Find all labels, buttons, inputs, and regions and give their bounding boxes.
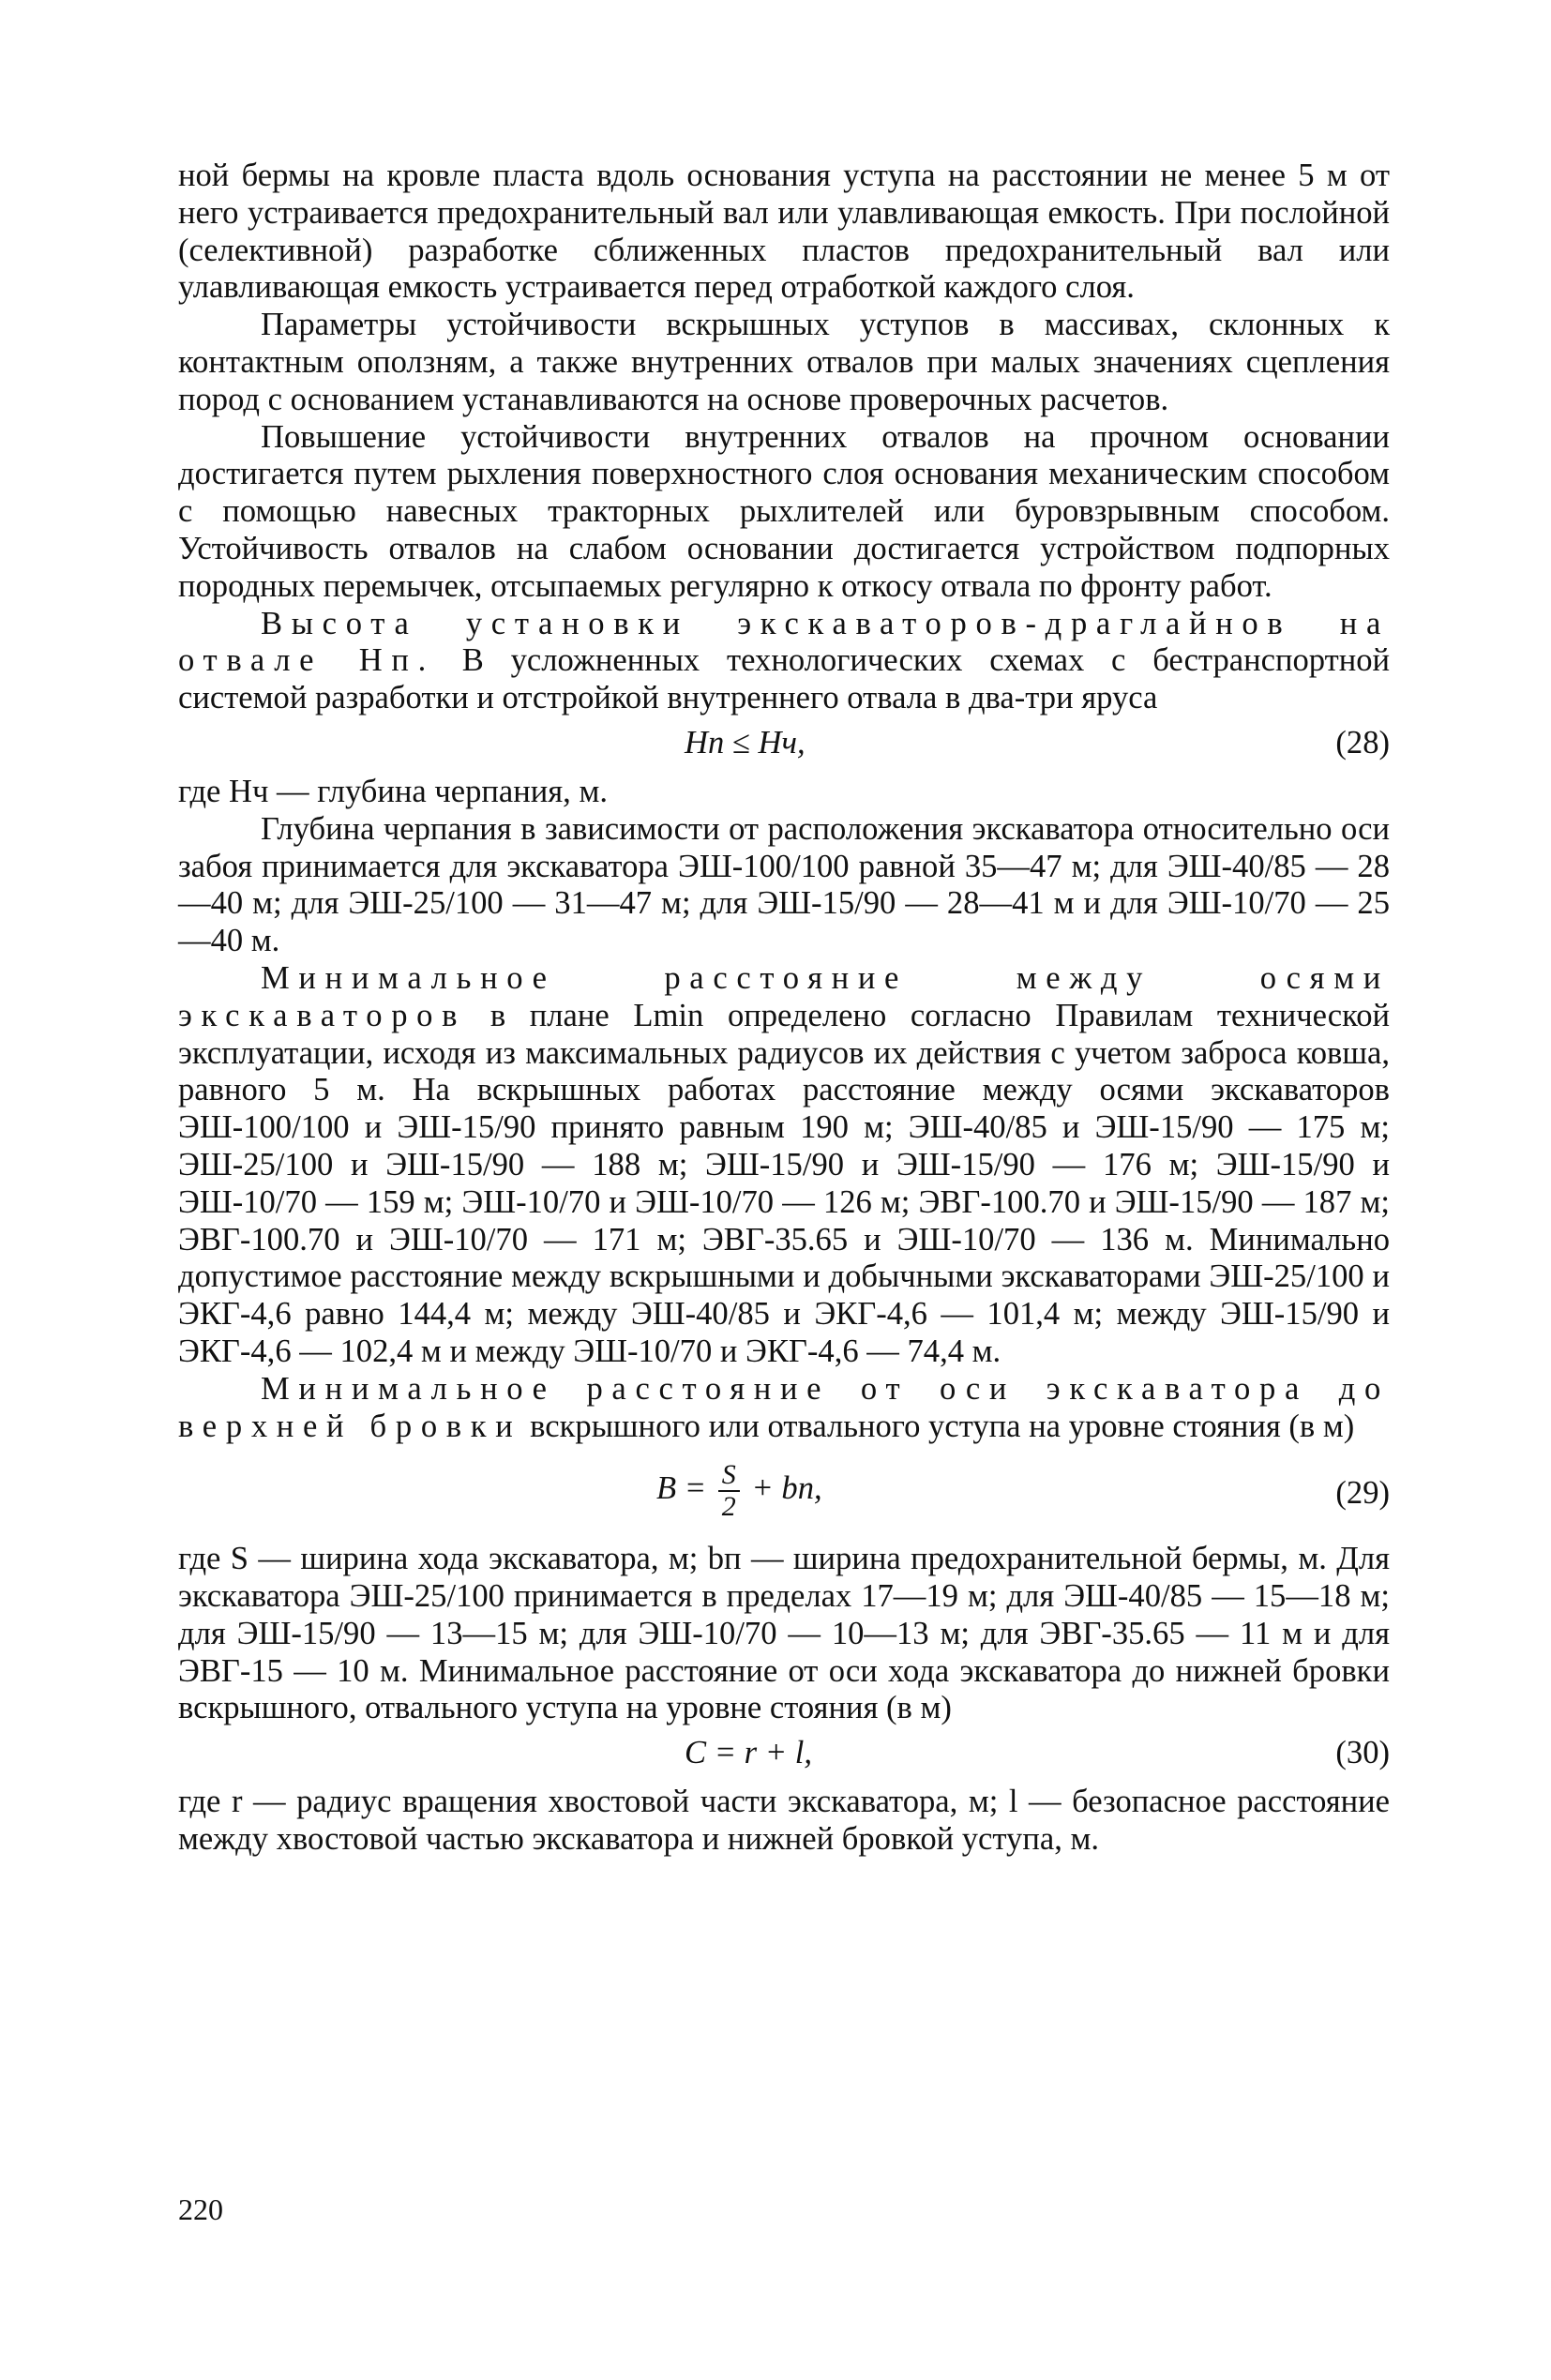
formula-29-denominator: 2 <box>721 1491 736 1523</box>
formula-29-right: + bп, <box>751 1470 822 1507</box>
formula-29-expression <box>656 1460 822 1522</box>
formula-29 <box>178 1447 1390 1539</box>
section-heading-dragline-height: Высота установки экскаваторов-драглайнов на отвале Hп. <box>178 605 1390 679</box>
page-number: 220 <box>178 2192 223 2226</box>
formula-30-expression: C = r + l, <box>685 1735 813 1771</box>
paragraph-min-distance-axes-text: в плане Lmin определено согласно Правилам технической эксплуатации, исходя из максимальных радиусов их действия с учетом заброса ковша, равного 5 м. На вскрышных работах расстояние между осями экскаваторов ЭШ-100/100 и ЭШ-15/90 принято равным 190 м; ЭШ-40/85 и ЭШ-15/90 — 175 м; ЭШ-25/100 и ЭШ-15/90 — 188 м; ЭШ-15/90 и ЭШ-15/90 — 176 м; ЭШ-15/90 и ЭШ-10/70 — 159 м; ЭШ-10/70 и ЭШ-10/70 — 126 м; ЭВГ-100.70 и ЭШ-15/90 — 187 м; ЭВГ-100.70 и ЭШ-10/70 — 171 м; ЭВГ-35.65 и ЭШ-10/70 — 136 м. Минимально допустимое расстояние между вскрышными и добычными экскаваторами ЭШ-25/100 и ЭКГ-4,6 равно 144,4 м; между ЭШ-40/85 и ЭКГ-4,6 — 101,4 м; между ЭШ-15/90 и ЭКГ-4,6 — 102,4 м и между ЭШ-10/70 и ЭКГ-4,6 — 74,4 м. <box>178 997 1390 1369</box>
paragraph-min-distance-axes <box>178 960 1390 1371</box>
formula-28-number: (28) <box>1335 724 1390 761</box>
page-body <box>178 158 1390 1859</box>
paragraph-dragline-height-text: В усложненных технологических схемах с бестранспортной системой разработки и отстройкой внутреннего отвала в два-три яруса <box>178 642 1390 716</box>
paragraph-berm: ной бермы на кровле пласта вдоль основания уступа на расстоянии не менее 5 м от него устраивается предохранительный вал или улавливающая емкость. При послойной (селективной) разработке сближенных пластов предохранительный вал или улавливающая емкость устраивается перед отработкой каждого слоя. <box>178 158 1390 306</box>
formula-30-number: (30) <box>1335 1735 1390 1771</box>
formula-29-number: (29) <box>1335 1475 1390 1512</box>
paragraph-stability-parameters: Параметры устойчивости вскрышных уступов в массивах, склонных к контактным оползням, а также внутренних отвалов при малых значениях сцепления пород с основанием устанавливаются на основе проверочных расчетов. <box>178 307 1390 417</box>
paragraph-dragline-height <box>178 606 1390 717</box>
formula-29-numerator: S <box>718 1460 740 1492</box>
paragraph-radius-definition: где r — радиус вращения хвостовой части экскаватора, м; l — безопасное расстояние между хвостовой частью экскаватора и нижней бровкой уступа, м. <box>178 1784 1390 1858</box>
formula-29-fraction <box>718 1460 740 1522</box>
paragraph-min-distance-edge <box>178 1371 1390 1446</box>
formula-30 <box>178 1729 1390 1782</box>
paragraph-min-distance-edge-text: вскрышного или отвального уступа на уровне стояния (в м) <box>521 1408 1355 1444</box>
section-heading-min-distance-edge: Минимальное расстояние от оси экскаватора до верхней бровки <box>178 1370 1390 1444</box>
paragraph-depth-values: Глубина черпания в зависимости от расположения экскаватора относительно оси забоя принимается для экскаватора ЭШ-100/100 равной 35—47 м; для ЭШ-40/85 — 28—40 м; для ЭШ-25/100 — 31—47 м; для ЭШ-15/90 — 28—41 м и для ЭШ-10/70 — 25—40 м. <box>178 810 1390 959</box>
formula-28 <box>178 719 1390 772</box>
formula-28-expression: Hп ≤ Hч, <box>685 724 806 761</box>
paragraph-dump-stability: Повышение устойчивости внутренних отвалов на прочном основании достигается путем рыхления поверхностного слоя основания механическим способом с помощью навесных тракторных рыхлителей или буровзрывным способом. Устойчивость отвалов на слабом основании достигается устройством подпорных породных перемычек, отсыпаемых регулярно к откосу отвала по фронту работ. <box>178 418 1390 604</box>
paragraph-width-definition: где S — ширина хода экскаватора, м; bп — ширина предохранительной бермы, м. Для экскаватора ЭШ-25/100 принимается в пределах 17—19 м; для ЭШ-40/85 — 15—18 м; для ЭШ-15/90 — 13—15 м; для ЭШ-10/70 — 10—13 м; для ЭВГ-35.65 — 11 м и для ЭВГ-15 — 10 м. Минимальное расстояние от оси хода экскаватора до нижней бровки вскрышного, отвального уступа на уровне стояния (в м) <box>178 1541 1390 1726</box>
section-heading-min-distance-axes: Минимальное расстояние между осями экскаваторов <box>178 959 1390 1033</box>
formula-29-left: B = <box>656 1470 707 1507</box>
paragraph-depth-definition: где Hч — глубина черпания, м. <box>178 773 608 809</box>
